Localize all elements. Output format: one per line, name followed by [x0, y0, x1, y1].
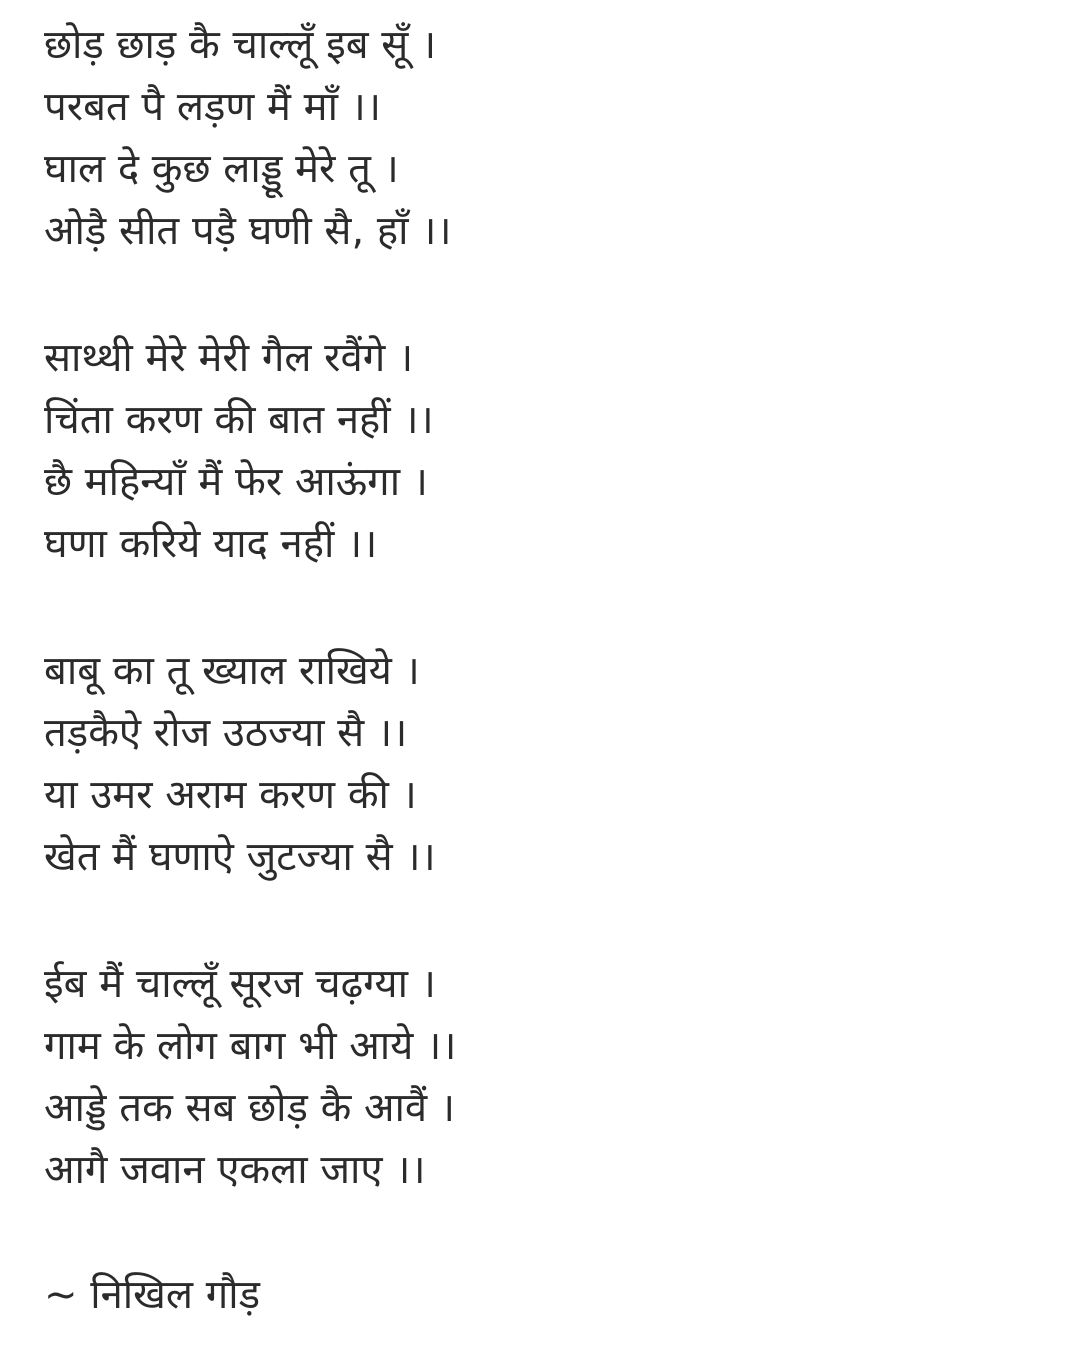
poem-line: खेत मैं घणाऐ जुटज्या सै ।।	[44, 834, 436, 880]
poem-line: गाम के लोग बाग भी आये ।।	[44, 1023, 457, 1069]
poem-line: आगै जवान एकला जाए ।।	[44, 1147, 426, 1193]
poem-line: छै महिन्याँ मैं फेर आऊंगा ।	[44, 459, 428, 505]
stanza-2	[44, 327, 1044, 575]
poem-line: या उमर अराम करण की ।	[44, 772, 417, 818]
poem-line: साथ्थी मेरे मेरी गैल रवैंगे ।	[44, 335, 414, 381]
poem-line: छोड़ छाड़ कै चाल्लूँ इब सूँ ।	[44, 22, 437, 68]
poem-line: तड़कैऐ रोज उठज्या सै ।।	[44, 710, 408, 756]
poem	[44, 14, 1044, 1326]
poem-line: घाल दे कुछ लाड्डू मेरे तू ।	[44, 146, 399, 192]
poem-line: चिंता करण की बात नहीं ।।	[44, 397, 434, 443]
author-signature: ~ निखिल गौड़	[44, 1272, 260, 1318]
stanza-4	[44, 953, 1044, 1201]
poem-line: ईब मैं चाल्लूँ सूरज चढ़ग्या ।	[44, 961, 436, 1007]
poem-line: घणा करिये याद नहीं ।।	[44, 521, 378, 567]
poem-line: परबत पै लड़ण मैं माँ ।।	[44, 84, 381, 130]
poem-line: ओड़ै सीत पड़ै घणी सै, हाँ ।।	[44, 208, 452, 254]
poem-line: आड्डे तक सब छोड़ कै आवैं ।	[44, 1085, 456, 1131]
poem-line: बाबू का तू ख्याल राखिये ।	[44, 648, 420, 694]
stanza-1	[44, 14, 1044, 262]
stanza-3	[44, 640, 1044, 888]
